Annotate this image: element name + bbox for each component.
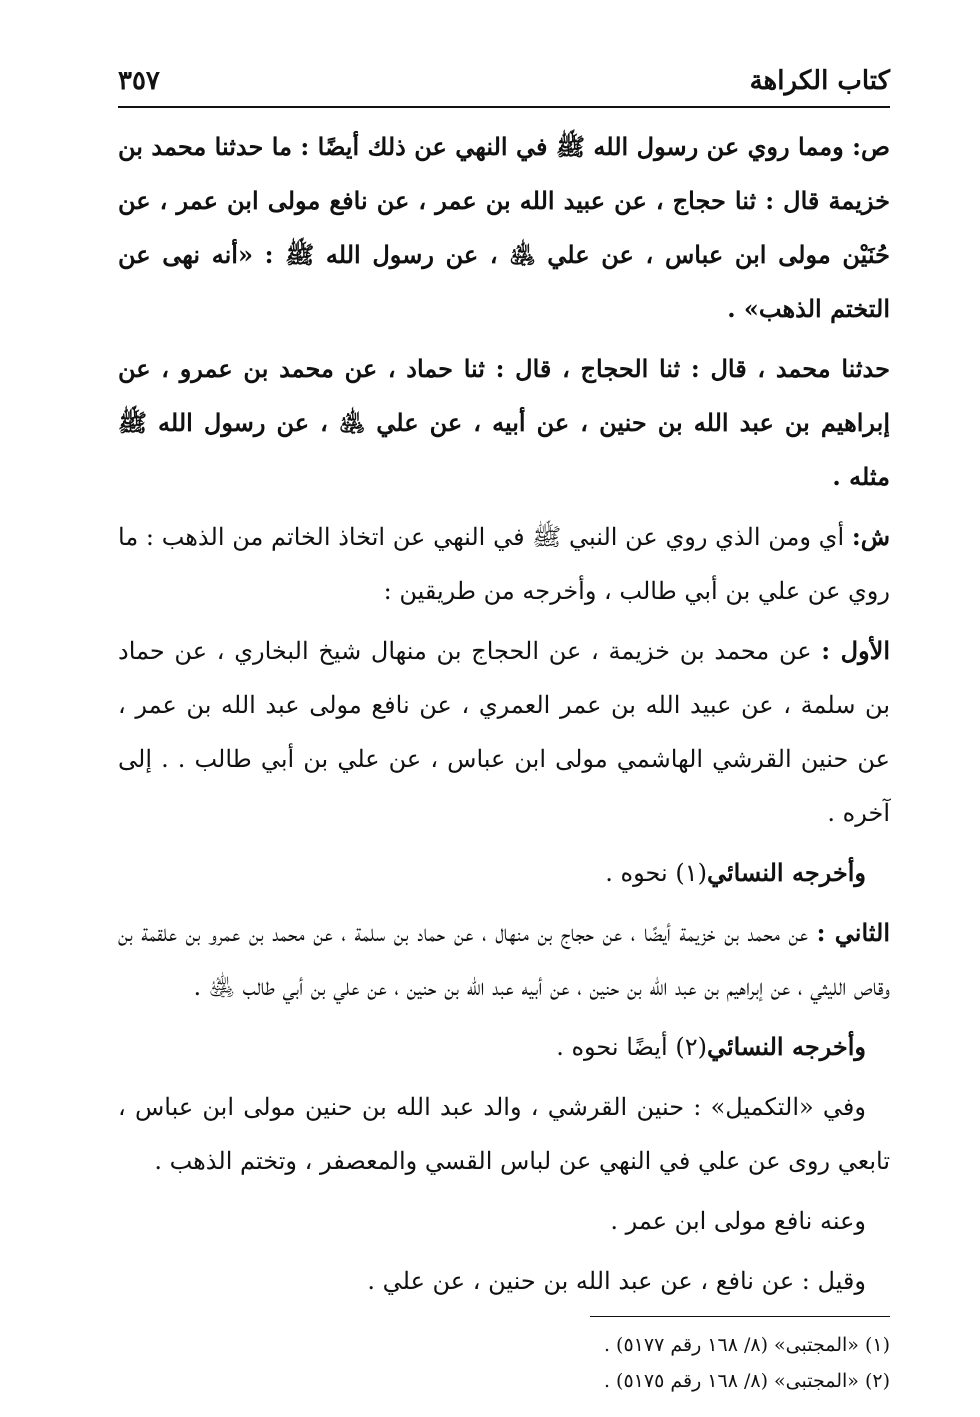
main-text <box>118 120 890 1308</box>
hadith-paragraph: ص: ومما روي عن رسول الله ﷺ في النهي عن ذلك أيضًا : ما حدثنا محمد بن خزيمة قال : ثنا حجاج ، عن عبيد الله بن عمر ، عن نافع مولى ابن عمر ، عن حُنَيْن مولى ابن عباس ، عن علي ﵁ ، عن رسول الله ﷺ : «أنه نهى عن التختم الذهب» . <box>118 132 890 323</box>
paragraph-lead: الأول : <box>821 636 890 665</box>
commentary-paragraph: وعنه نافع مولى ابن عمر . <box>610 1207 866 1235</box>
commentary-paragraph: الثاني : عن محمد بن خزيمة أيضًا ، عن حجاج بن منهال ، عن حماد بن سلمة ، عن محمد بن عمرو بن علقمة بن وقاص الليثي ، عن إبراهيم بن عبد الله بن حنين ، عن أبيه عبد الله بن حنين ، عن علي بن أبي طالب ﵁ . <box>118 918 890 1001</box>
header-rule <box>118 106 890 108</box>
commentary-paragraph: الأول : عن محمد بن خزيمة ، عن الحجاج بن منهال شيخ البخاري ، عن حماد بن سلمة ، عن عبيد الله بن عمر العمري ، عن نافع مولى عبد الله بن عمر ، عن حنين القرشي الهاشمي مولى ابن عباس ، عن علي بن أبي طالب . . إلى آخره . <box>118 636 891 827</box>
paragraph-lead: ش: <box>851 522 890 551</box>
commentary-paragraph: ش: أي ومن الذي روي عن النبي ﷺ في النهي عن اتخاذ الخاتم من الذهب : ما روي عن علي بن أبي طالب ، وأخرجه من طريقين : <box>118 522 890 605</box>
paragraph-lead: وأخرجه النسائي <box>706 858 866 887</box>
commentary-paragraph: وأخرجه النسائي(٢) أيضًا نحوه . <box>556 1032 866 1061</box>
chapter-title: كتاب الكراهة <box>749 66 890 96</box>
footnote-rule <box>590 1316 890 1317</box>
running-header <box>118 60 890 106</box>
paragraph-lead: وأخرجه النسائي <box>706 1032 866 1061</box>
page <box>118 60 890 1399</box>
footnote: (١) «المجتبى» (٨/ ١٦٨ رقم ٥١٧٧) . <box>603 1334 890 1356</box>
footnotes <box>118 1327 890 1399</box>
commentary-paragraph: وأخرجه النسائي(١) نحوه . <box>605 858 866 887</box>
paragraph-lead: الثاني : <box>816 918 890 947</box>
page-number: ٣٥٧ <box>118 66 160 96</box>
hadith-paragraph: حدثنا محمد ، قال : ثنا الحجاج ، قال : ثنا حماد ، عن محمد بن عمرو ، عن إبراهيم بن عبد الله بن حنين ، عن أبيه ، عن علي ﵁ ، عن رسول الله ﷺ مثله . <box>118 354 890 491</box>
footnote: (٢) «المجتبى» (٨/ ١٦٨ رقم ٥١٧٥) . <box>603 1370 890 1392</box>
commentary-paragraph: وفي «التكميل» : حنين القرشي ، والد عبد الله بن حنين مولى ابن عباس ، تابعي روى عن علي في النهي عن لباس القسي والمعصفر ، وتختم الذهب . <box>118 1093 890 1175</box>
commentary-paragraph: وقيل : عن نافع ، عن عبد الله بن حنين ، عن علي . <box>367 1267 866 1295</box>
